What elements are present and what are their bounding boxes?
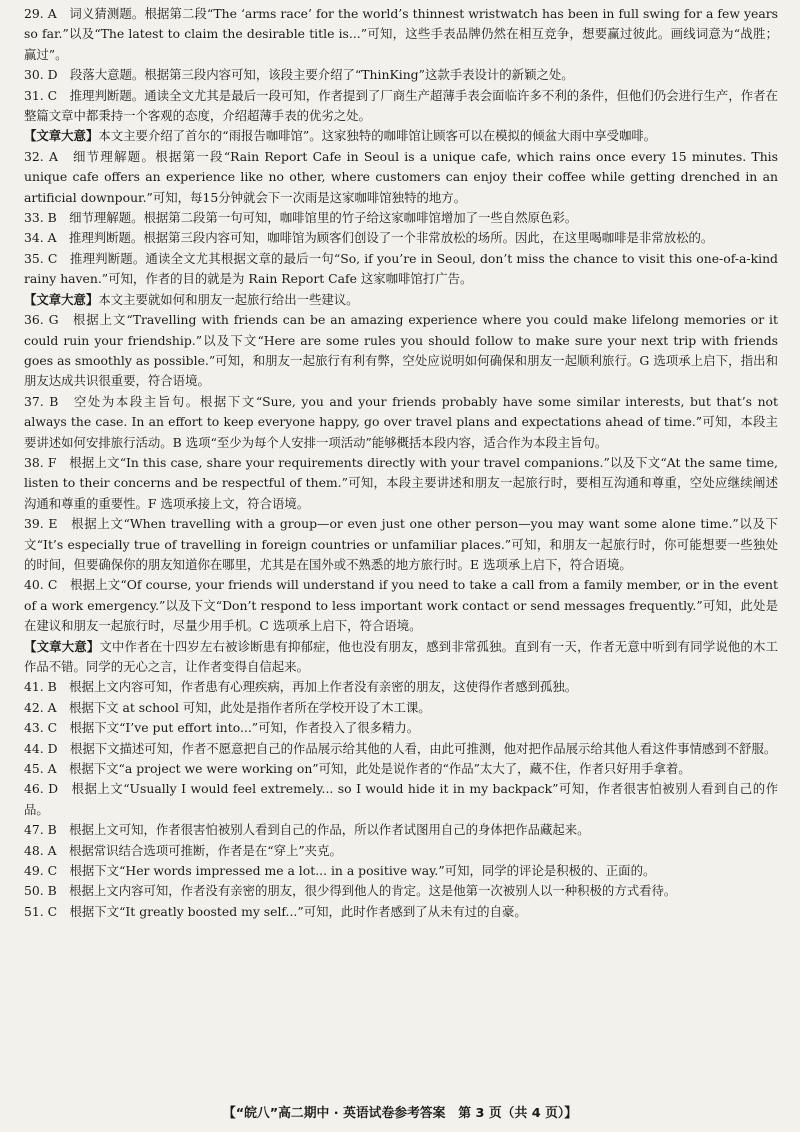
answer-item-q44 (24, 739, 778, 759)
answer-item-q50 (24, 881, 778, 901)
answer-text: 42. A 根据下文 at school 可知，此处是指作者所在学校开设了木工课。 (24, 699, 431, 715)
answer-item-q48 (24, 841, 778, 861)
page-footer: 【“皖八”高二期中 · 英语试卷参考答案 第 3 页（共 4 页）】 (222, 1106, 578, 1121)
answer-text: 51. C 根据下文“It greatly boosted my self...”可知，此时作者感到了从未有过的自豪。 (24, 903, 527, 919)
summary-tag: 【文章大意】 (24, 638, 100, 654)
answer-text: 39. E 根据上文“When travelling with a group—or even just one other person—you may want some alone time.”以及下文“It’s especially true of travelling in foreign countries or unfamiliar places.”可知，和朋友一起旅行时，你可能想要一些独处的时间，但要确保你的朋友知道你在哪里，尤其是在国外或不熟悉的地方旅行时。E 选项承上启下，符合语境。 (24, 516, 778, 572)
answer-item-q49 (24, 861, 778, 881)
summary-tag: 【文章大意】 (24, 128, 99, 144)
answer-item-q47 (24, 820, 778, 840)
answer-item-q33 (24, 208, 778, 228)
answer-text: 40. C 根据上文“Of course, your friends will understand if you need to take a call from a family member, or in the event of a work emergency.”以及下文“Don’t respond to less important work contact or send messages frequently.”可知，此处是在建议和朋友一起旅行时，尽量少用手机。C 选项承上启下，符合语境。 (24, 577, 778, 634)
article-summary (24, 637, 778, 678)
summary-text: 文中作者在十四岁左右被诊断患有抑郁症，他也没有朋友，感到非常孤独。直到有一天，作者无意中听到有同学说他的木工作品不错。同学的无心之言，让作者变得自信起来。 (24, 638, 779, 674)
answer-item-q42 (24, 698, 778, 718)
answer-text: 32. A 细节理解题。根据第一段“Rain Report Cafe in Seoul is a unique cafe, which rains once every 15 minutes. This unique cafe offers an experience like no other, where customers can enjoy their coffee while getting drenched in an artificial downpour.”可知，每15分钟就会下一次雨是这家咖啡馆独特的地方。 (24, 148, 778, 205)
answer-item-q30 (24, 65, 778, 85)
answer-text: 45. A 根据下文“a project we were working on”可知，此处是说作者的“作品”太大了，藏不住，作者只好用手拿着。 (24, 761, 691, 777)
summary-text: 本文主要就如何和朋友一起旅行给出一些建议。 (98, 291, 359, 307)
answer-text: 41. B 根据上文内容可知，作者患有心理疾病，再加上作者没有亲密的朋友，这使得作者感到孤独。 (24, 679, 578, 695)
answer-item-q32 (24, 147, 778, 208)
answer-text: 34. A 推理判断题。根据第三段内容可知，咖啡馆为顾客们创设了一个非常放松的场所。因此，在这里喝咖啡是非常放松的。 (24, 230, 714, 246)
answer-item-q40 (24, 575, 778, 636)
answer-item-q36 (24, 310, 778, 392)
answer-item-q35 (24, 249, 778, 290)
answer-item-q31 (24, 86, 778, 127)
answer-item-q34 (24, 228, 778, 248)
article-summary (24, 290, 778, 310)
summary-tag: 【文章大意】 (24, 291, 99, 307)
answer-item-q51 (24, 902, 778, 922)
answer-text: 37. B 空处为本段主旨句。根据下文“Sure, you and your friends probably have some similar interests, but that’s not always the case. In an effort to keep everyone happy, go over travel plans and expectations ahead of time.”可知，本段主要讲述如何安排旅行活动。B 选项“至少为每个人安排一项活动”能够概括本段内容，适合作为本段主旨句。 (24, 393, 778, 450)
answer-text: 29. A 词义猜测题。根据第二段“The ‘arms race’ for the world’s thinnest wristwatch has been in full swing for a few years so far.”以及“The latest to claim the desirable title is...”可知，这些手表品牌仍然在相互竞争，想要赢过彼此。画线词意为“战胜；赢过”。 (24, 6, 778, 62)
answer-text: 46. D 根据上文“Usually I would feel extremely... so I would hide it in my backpack”可知，作者很害怕被别人看到自己的作品。 (24, 781, 778, 817)
answer-text: 33. B 细节理解题。根据第二段第一句可知，咖啡馆里的竹子给这家咖啡馆增加了一些自然原色彩。 (24, 210, 578, 226)
answer-text: 43. C 根据下文“I’ve put effort into...”可知，作者投入了很多精力。 (24, 720, 420, 736)
answer-item-q29 (24, 4, 778, 65)
answer-item-q38 (24, 453, 778, 514)
answer-item-q41 (24, 677, 778, 697)
answer-item-q45 (24, 759, 778, 779)
answer-text: 35. C 推理判断题。通读全文尤其根据文章的最后一句“So, if you’re in Seoul, don’t miss the chance to visit this one-of-a-kind rainy haven.”可知，作者的目的就是为 Rain Report Cafe 这家咖啡馆打广告。 (24, 250, 778, 287)
answer-text: 50. B 根据上文内容可知，作者没有亲密的朋友，很少得到他人的肯定。这是他第一次被别人以一种积极的方式看待。 (24, 883, 677, 899)
article-summary (24, 126, 778, 146)
answer-text: 49. C 根据下文“Her words impressed me a lot... in a positive way.”可知，同学的评论是积极的、正面的。 (24, 863, 656, 879)
answer-item-q43 (24, 718, 778, 738)
answer-item-q46 (24, 779, 778, 820)
answer-text: 36. G 根据上文“Travelling with friends can be an amazing experience where you could make lifelong memories or it could ruin your friendship.”以及下文“Here are some rules you should follow to make sure your next trip with friends goes as smoothly as possible.”可知，和朋友一起旅行有利有弊，空处应说明如何确保和朋友一起顺利旅行。G 选项承上启下，指出和朋友达成共识很重要，符合语境。 (24, 312, 778, 389)
answer-text: 47. B 根据上文可知，作者很害怕被别人看到自己的作品，所以作者试图用自己的身体把作品藏起来。 (24, 822, 590, 838)
summary-text: 本文主要介绍了首尔的“雨报告咖啡馆”。这家独特的咖啡馆让顾客可以在模拟的倾盆大雨中享受咖啡。 (98, 128, 657, 144)
answer-text: 48. A 根据常识结合选项可推断，作者是在“穿上”夹克。 (24, 842, 342, 858)
answer-item-q37 (24, 392, 778, 453)
answer-item-q39 (24, 514, 778, 575)
answer-list (24, 4, 778, 922)
answer-text: 30. D 段落大意题。根据第三段内容可知，该段主要介绍了“ThinKing”这款手表设计的新颖之处。 (24, 67, 574, 83)
answer-text: 44. D 根据下文描述可知，作者不愿意把自己的作品展示给其他的人看，由此可推测，他对把作品展示给其他人看这件事情感到不舒服。 (24, 740, 777, 756)
answer-text: 31. C 推理判断题。通读全文尤其是最后一段可知，作者提到了厂商生产超薄手表会面临许多不利的条件，但他们仍会进行生产，作者在整篇文章中都秉持一个客观的态度，介绍超薄手表的优劣之处。 (24, 87, 778, 124)
answer-text: 38. F 根据上文“In this case, share your requirements directly with your travel companions.”以及下文“At the same time, listen to their concerns and be respectful of them.”可知，本段主要讲述和朋友一起旅行时，要相互沟通和尊重，空处应继续阐述沟通和尊重的重要性。F 选项承接上文，符合语境。 (24, 454, 778, 511)
